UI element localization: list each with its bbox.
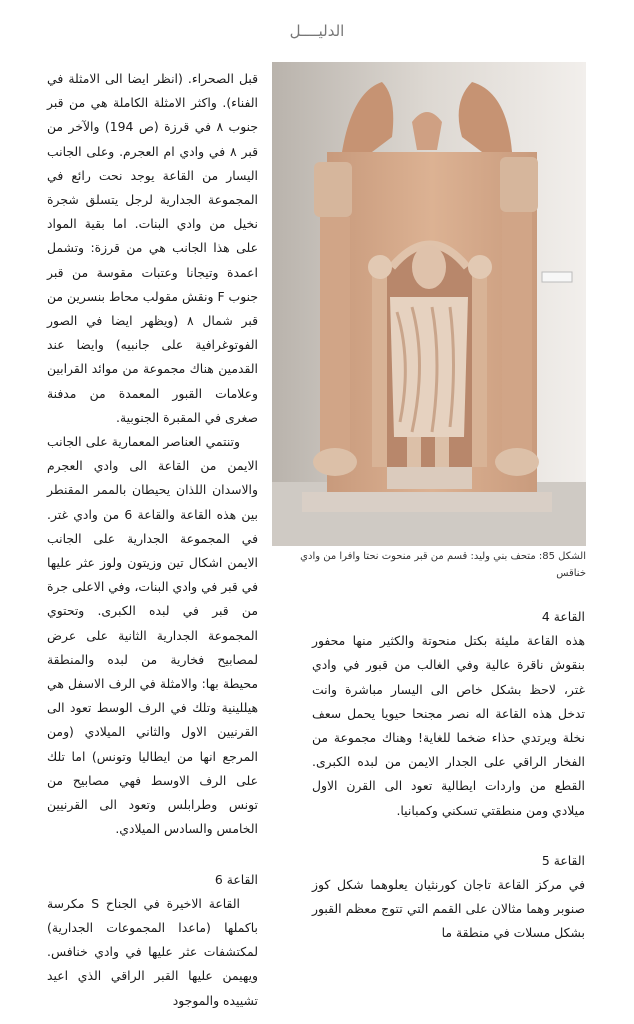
tomb-sculpture-photo — [272, 62, 586, 546]
section-text-hall-4: هذه القاعة مليئة بكتل منحوتة والكثير منها محفور بنقوش ناقرة عالية وفي الغالب من قبور في وادي غتر، لاحظ بشكل خاص الى اليسار مباشرة وانت تدخل هذه القاعة اله نصر مجنحا حيويا يحمل سعف نخلة ويرتدي حذاء ضخما للغاية! وهناك مجموعة من الفخار الراقي على الجدار الايمن من لبده الكبرى. القطع من واردات ايطالية تعود الى القرن الاول ميلادي ومن منطقتي تسكني وكمبانيا. — [312, 633, 585, 818]
section-heading-hall-6: القاعة 6 — [214, 871, 258, 887]
paragraph: وتنتمي العناصر المعمارية على الجانب الايمن من القاعة الى وادي العجرم والاسدان اللذان يحيطان بالممر المقنطر بين هذه القاعة والقاعة 6 من وادي غتر. في المجموعة الجدارية على الجانب الايمن اشكال تين وزيتون ولوز عثر عليها في قبر في وادي البنات، وفي الاعلى جرة من قبر في لبده الكبرى. وتحتوي المجموعة الجدارية الثانية على عرض لمصابيح فخارية من لبده والمنطقة محيطة بها: والامثلة في الرف الاسفل هي هيللينية وتلك في الرف الوسط تعود الى القرنيين الاول والثاني الميلادي (ومن المرجع انها من ايطاليا وتونس) اما تلك على الرف الاوسط فهي مصابيح من تونس وطرابلس وتعود الى القرنيين الخامس والسادس الميلادي. — [47, 434, 258, 837]
section-heading-hall-4: القاعة 4 — [541, 609, 585, 624]
right-column — [312, 605, 585, 946]
section-heading-hall-5: القاعة 5 — [541, 852, 585, 868]
left-column — [47, 67, 258, 1013]
section-text-hall-6: القاعة الاخيرة في الجناح S مكرسة باكملها (ماعدا المجموعات الجدارية) لمكتشفات عثر عليها في وادي خنافس. ويهيمن عليها القبر الراقي الذي اعيد تشييده والموجود — [47, 895, 258, 1008]
section-text-hall-5: في مركز القاعة تاجان كورنثيان يعلوهما شكل كوز صنوبر وهما مثالان على القمم التي تتوج معظم القبور بشكل مسلات في منطقة ما — [312, 877, 585, 941]
figure-tomb-relief — [272, 62, 586, 546]
running-head: الدليــــل — [289, 22, 345, 40]
paragraph: قبل الصحراء. (انظر ايضا الى الامثلة في الفناء). واكثر الامثلة الكاملة هي من قبر جنوب ٨ في قرزة (ص 194) والآخر من قبر ٨ في وادي ام العجرم. وعلى الجانب اليسار من القاعة يوجد نحت رائع في المجموعة الجدارية لرجل يتسلق شجرة نخيل من وادي البنات. اما بقية المواد على هذا الجانب هي من قرزة: وتشمل اعمدة وتيجانا وعتبات مقوسة من قبر جنوب F ونقش مقولب محاط بنسرين من قبر شمال ٨ (ويظهر ايضا في الصور الفوتوغرافية على جانبيه) وايضا عند القدمين هناك مجموعة من موائد القرابين وعلامات القبور المعمدة من مدفنة صغرى في المقبرة الجنوبية. — [47, 71, 259, 425]
figure-caption: الشكل 85: متحف بني وليد: قسم من قبر منحوت نحتا وافرا من وادي خناقس — [300, 551, 586, 579]
